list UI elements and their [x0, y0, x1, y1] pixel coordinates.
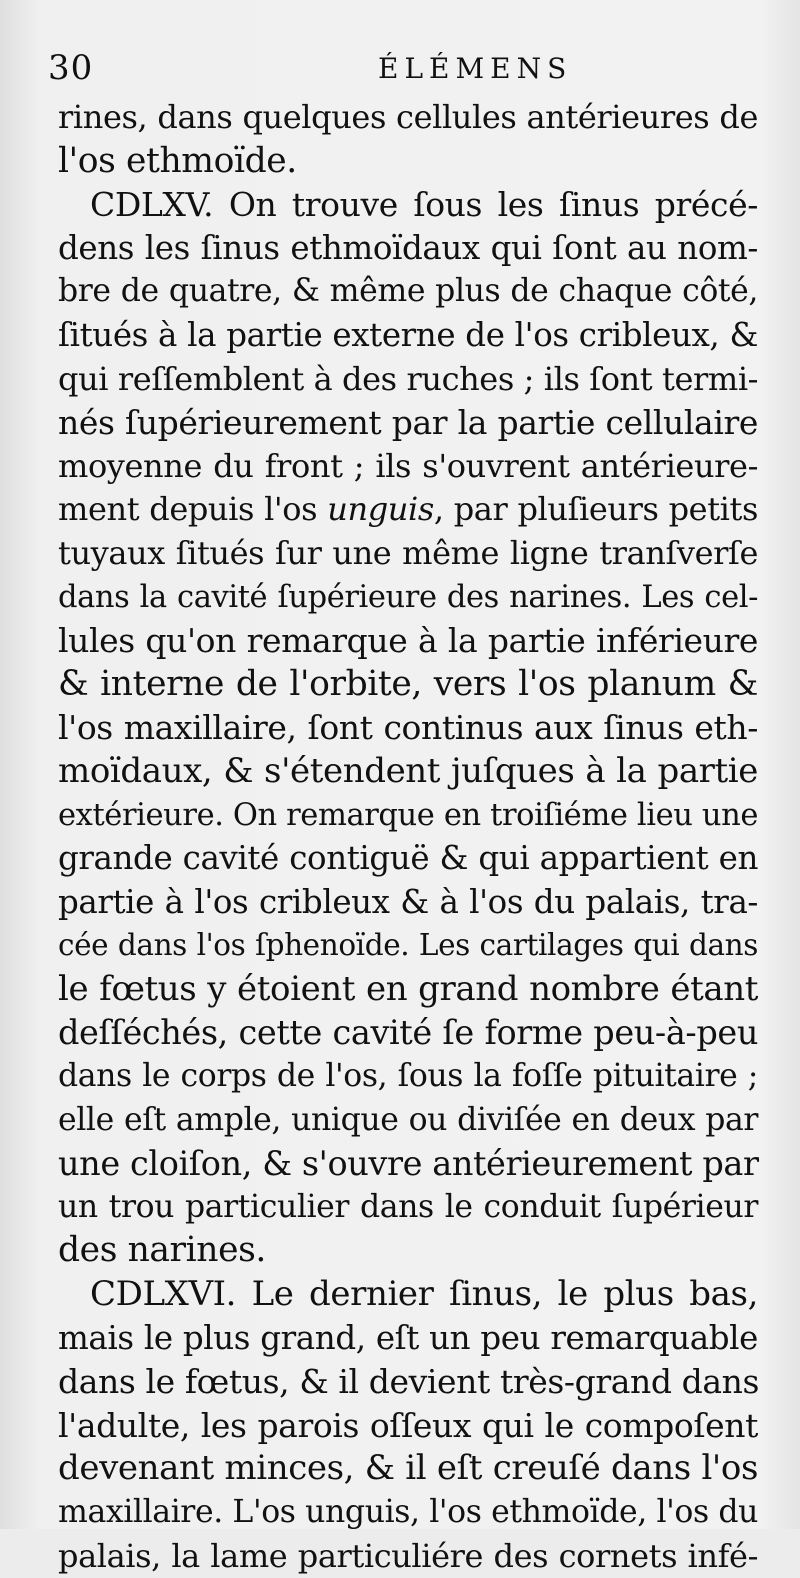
- italic-term: unguis: [327, 490, 434, 529]
- text-line: cée dans l'os ſphenoïde. Les cartilages qui dans: [58, 928, 758, 963]
- text-line: ſitués à la partie externe de l'os cribleux, &: [58, 315, 758, 354]
- text-line: devenant minces, & il eſt creuſé dans l'os: [58, 1448, 758, 1489]
- text-line: dens les ſinus ethmoïdaux qui ſont au nom-: [58, 228, 758, 267]
- text-line: lules qu'on remarque à la partie inférieure: [58, 621, 758, 661]
- text-line: une cloiſon, & s'ouvre antérieurement par: [58, 1144, 759, 1184]
- text-line: & interne de l'orbite, vers l'os planum &: [58, 663, 758, 704]
- text-line: partie à l'os cribleux & à l'os du palais, tra-: [58, 882, 758, 921]
- text-line: dans le corps de l'os, ſous la foſſe pituitaire ;: [58, 1058, 758, 1095]
- text-line: dans le fœtus, & il devient très-grand dans: [58, 1362, 760, 1402]
- text-line: l'os maxillaire, ſont continus aux ſinus eth-: [58, 708, 758, 748]
- body-text: [58, 96, 758, 1578]
- page-number: 30: [48, 48, 94, 88]
- text-line: extérieure. On remarque en troiſiéme lieu une: [58, 797, 758, 833]
- text-line: l'adulte, les parois oſſeux qui le compoſent: [58, 1405, 758, 1445]
- text-line: nés ſupérieurement par la partie cellulaire: [58, 403, 758, 443]
- text-line: rines, dans quelques cellules antérieures de: [58, 98, 758, 136]
- paragraph-start-cdlxvi: CDLXVI. Le dernier ſinus, le plus bas,: [90, 1274, 758, 1315]
- text-line: moyenne du front ; ils s'ouvrent antérieure-: [58, 446, 758, 485]
- text-line: le fœtus y étoient en grand nombre étant: [58, 968, 758, 1009]
- text-line: tuyaux ſitués ſur une même ligne tranſverſe: [58, 533, 758, 572]
- paragraph-start-cdlxv: CDLXV. On trouve ſous les ſinus précé-: [90, 185, 758, 225]
- text-line: palais, la lame particuliére des cornets infé-: [58, 1536, 758, 1575]
- text-line: des narines.: [58, 1230, 266, 1271]
- text-line: ment depuis l'os unguis, par pluſieurs petits: [58, 490, 758, 529]
- page-header: [48, 48, 748, 98]
- text-line: maxillaire. L'os unguis, l'os ethmoïde, l'os du: [58, 1494, 758, 1530]
- text-line: l'os ethmoïde.: [58, 140, 297, 181]
- text-line: bre de quatre, & même plus de chaque côté,: [58, 273, 758, 310]
- text-line: mais le plus grand, eſt un peu remarquable: [58, 1318, 758, 1357]
- running-title: ÉLÉMENS: [378, 52, 573, 85]
- text-line: qui reſſemblent à des ruches ; ils ſont termi-: [58, 359, 759, 398]
- text-line: moïdaux, & s'étendent juſques à la partie: [58, 750, 758, 791]
- text-line: un trou particulier dans le conduit ſupérieur: [58, 1188, 758, 1225]
- text-line: deſſéchés, cette cavité ſe forme peu-à-peu: [58, 1013, 758, 1053]
- text-line: grande cavité contiguë & qui appartient en: [58, 839, 758, 878]
- text-line: elle eſt ample, unique ou diviſée en deux par: [58, 1101, 758, 1138]
- text-line: dans la cavité ſupérieure des narines. Les cel-: [58, 579, 758, 615]
